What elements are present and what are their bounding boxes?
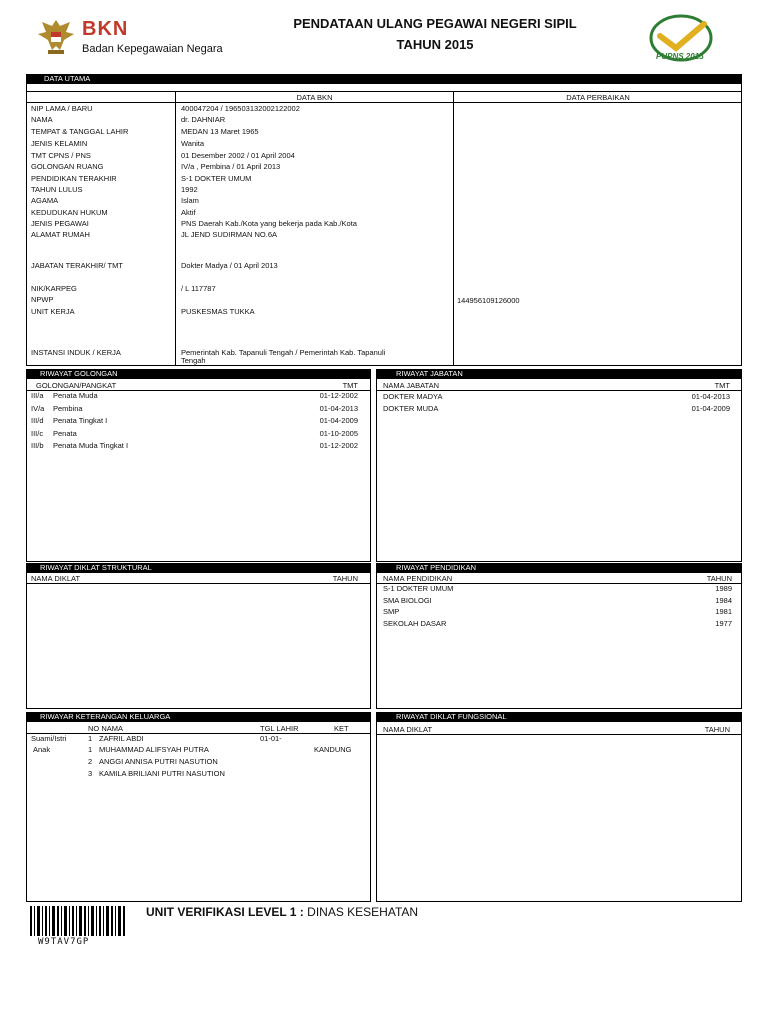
label-nip: NIP LAMA / BARU <box>31 104 93 113</box>
riwayat-pendidikan-bar <box>376 563 742 573</box>
diklat-struktural-title: RIWAYAT DIKLAT STRUKTURAL <box>40 563 152 572</box>
value-nik: / L 117787 <box>181 284 216 293</box>
riwayat-jabatan-title: RIWAYAT JABATAN <box>396 369 463 378</box>
verification-line <box>146 905 418 919</box>
data-utama-table <box>26 84 742 366</box>
diklat-fungsional-box <box>376 722 742 902</box>
verification-label: UNIT VERIFIKASI LEVEL 1 : <box>146 905 304 919</box>
pupns-badge-text: PUPNS 2015 <box>656 52 704 61</box>
riwayat-pendidikan-box <box>376 573 742 709</box>
jabatan-col2: TMT <box>714 381 730 390</box>
table-row: III/b Penata Muda Tingkat I 01-12-2002 <box>31 441 358 450</box>
value-tahun-lulus: 1992 <box>181 185 198 194</box>
diklat-fungsional-bar <box>376 712 742 722</box>
value-alamat: JL JEND SUDIRMAN NO.6A <box>181 230 277 239</box>
value-nama: dr. DAHNIAR <box>181 115 226 124</box>
data-utama-title: DATA UTAMA <box>44 74 91 83</box>
label-agama: AGAMA <box>31 196 59 205</box>
doc-title-line2: TAHUN 2015 <box>396 37 474 52</box>
label-nama: NAMA <box>31 115 53 124</box>
garuda-logo-icon <box>34 16 78 56</box>
verification-value: DINAS KESEHATAN <box>307 905 419 919</box>
barcode-text: W9TAV7GP <box>38 937 90 947</box>
value-ttl: MEDAN 13 Maret 1965 <box>181 127 259 136</box>
pendidikan-col1: NAMA PENDIDIKAN <box>383 574 453 583</box>
value-pendidikan: S-1 DOKTER UMUM <box>181 174 252 183</box>
value-golongan-ruang: IV/a , Pembina / 01 April 2013 <box>181 162 281 171</box>
label-unit-kerja: UNIT KERJA <box>31 307 75 316</box>
keluarga-col-ket: KET <box>334 724 349 733</box>
barcode-icon <box>30 906 126 936</box>
diklat-fungsional-col2: TAHUN <box>704 725 730 734</box>
riwayat-jabatan-bar <box>376 369 742 379</box>
table-row: IV/a Pembina 01-04-2013 <box>31 404 358 413</box>
table-row: III/c Penata 01-10-2005 <box>31 429 358 438</box>
label-tahun-lulus: TAHUN LULUS <box>31 185 83 194</box>
pupns-badge-icon <box>646 14 716 72</box>
keluarga-col-nama: NO NAMA <box>88 724 124 733</box>
label-npwp: NPWP <box>31 295 54 304</box>
value-unit-kerja: PUSKESMAS TUKKA <box>181 307 255 316</box>
golongan-col2: TMT <box>342 381 358 390</box>
diklat-struktural-col1: NAMA DIKLAT <box>31 574 81 583</box>
value-jenis-pegawai: PNS Daerah Kab./Kota yang bekerja pada Kab./Kota <box>181 219 357 228</box>
value-agama: Islam <box>181 196 199 205</box>
label-ttl: TEMPAT & TANGGAL LAHIR <box>31 127 129 136</box>
table-row: DOKTER MADYA 01-04-2013 <box>383 392 730 401</box>
perbaikan-npwp: 144956109126000 <box>457 296 520 305</box>
value-instansi: Pemerintah Kab. Tapanuli Tengah / Pemerintah Kab. Tapanuli <box>181 348 386 357</box>
table-row: S-1 DOKTER UMUM 1989 <box>383 584 732 593</box>
table-row: III/d Penata Tingkat I 01-04-2009 <box>31 416 358 425</box>
diklat-struktural-bar <box>26 563 371 573</box>
table-row: SEKOLAH DASAR 1977 <box>383 619 732 628</box>
jabatan-col1: NAMA JABATAN <box>383 381 439 390</box>
value-tmt-cpns: 01 Desember 2002 / 01 April 2004 <box>181 151 295 160</box>
value-kedudukan: Aktif <box>181 208 196 217</box>
riwayat-keluarga-bar <box>26 712 371 722</box>
riwayat-golongan-bar <box>26 369 371 379</box>
value-instansi-line2: Tengah <box>181 356 206 365</box>
diklat-fungsional-title: RIWAYAT DIKLAT FUNGSIONAL <box>396 712 507 721</box>
bkn-logo-text: BKN <box>82 18 129 40</box>
label-pendidikan: PENDIDIKAN TERAKHIR <box>31 174 117 183</box>
pendidikan-col2: TAHUN <box>706 574 732 583</box>
label-jenis-kelamin: JENIS KELAMIN <box>31 139 88 148</box>
riwayat-pendidikan-title: RIWAYAT PENDIDIKAN <box>396 563 477 572</box>
data-utama-title-bar <box>26 74 742 84</box>
label-instansi: INSTANSI INDUK / KERJA <box>31 348 121 357</box>
label-golongan-ruang: GOLONGAN RUANG <box>31 162 104 171</box>
diklat-struktural-box <box>26 573 371 709</box>
table-row: DOKTER MUDA 01-04-2009 <box>383 404 730 413</box>
riwayat-golongan-title: RIWAYAT GOLONGAN <box>40 369 118 378</box>
label-alamat: ALAMAT RUMAH <box>31 230 90 239</box>
label-jabatan: JABATAN TERAKHIR/ TMT <box>31 261 123 270</box>
keluarga-col-tgl: TGL LAHIR <box>260 724 299 733</box>
table-row: SMA BIOLOGI 1984 <box>383 596 732 605</box>
riwayat-keluarga-title: RIWAYAR KETERANGAN KELUARGA <box>40 712 171 721</box>
label-tmt-cpns: TMT CPNS / PNS <box>31 151 91 160</box>
value-jenis-kelamin: Wanita <box>181 139 205 148</box>
label-nik: NIK/KARPEG <box>31 284 77 293</box>
doc-title-line1: PENDATAAN ULANG PEGAWAI NEGERI SIPIL <box>293 16 577 31</box>
diklat-struktural-col2: TAHUN <box>332 574 358 583</box>
table-row: III/a Penata Muda 01-12-2002 <box>31 391 358 400</box>
diklat-fungsional-col1: NAMA DIKLAT <box>383 725 433 734</box>
table-row: SMP 1981 <box>383 607 732 616</box>
col-data-perbaikan: DATA PERBAIKAN <box>566 93 630 102</box>
value-jabatan: Dokter Madya / 01 April 2013 <box>181 261 278 270</box>
golongan-col1: GOLONGAN/PANGKAT <box>36 381 117 390</box>
col-data-bkn: DATA BKN <box>296 93 333 102</box>
label-kedudukan: KEDUDUKAN HUKUM <box>31 208 108 217</box>
org-name: Badan Kepegawaian Negara <box>82 43 223 55</box>
label-jenis-pegawai: JENIS PEGAWAI <box>31 219 89 228</box>
value-nip: 400047204 / 196503132002122002 <box>181 104 300 113</box>
